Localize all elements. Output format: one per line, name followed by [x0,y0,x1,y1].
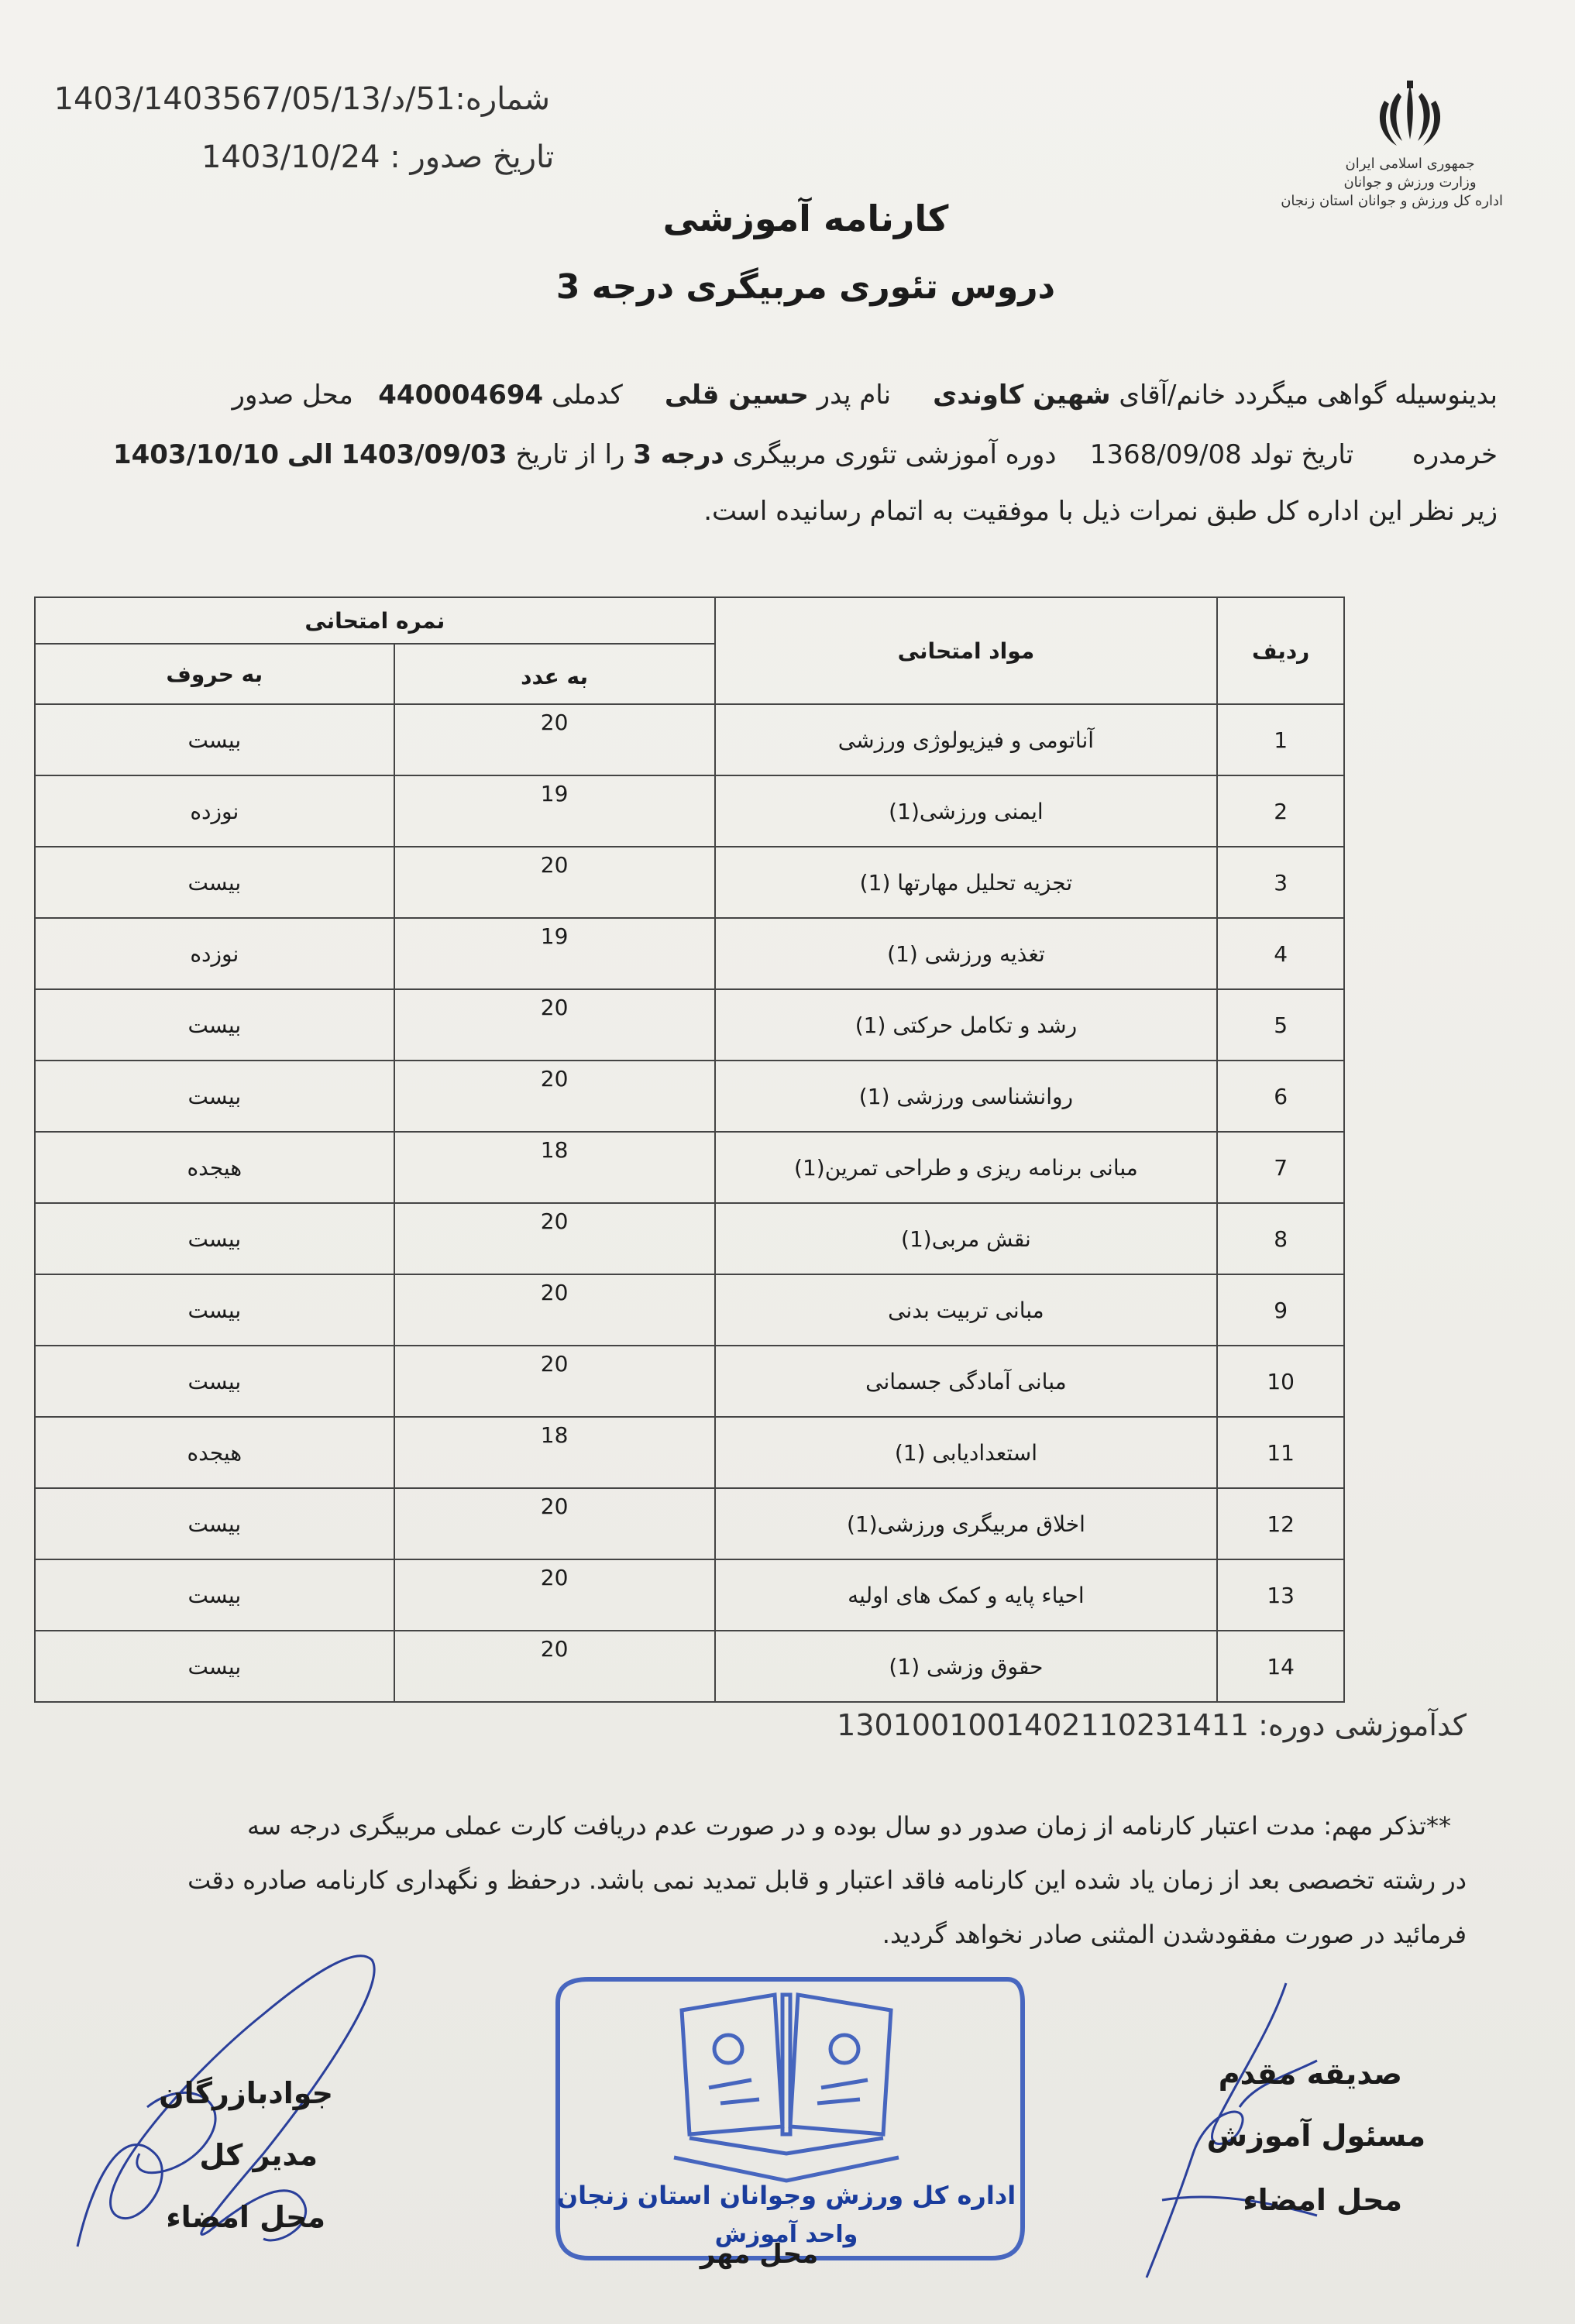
subject: استعدادیابی (1) [715,1417,1218,1488]
table-row [35,775,1344,847]
course-text: دوره آموزشی تئوری مربیگری [732,439,1057,470]
row-number: 5 [1217,989,1344,1061]
table-row [35,1203,1344,1274]
header-words: به حروف [35,644,394,704]
row-number: 9 [1217,1274,1344,1346]
body-line-1 [41,380,1498,411]
father-name: حسین قلی [664,380,809,411]
score-words: بیست [35,1203,394,1274]
table-row [35,1132,1344,1203]
important-note-line-1: **تذکر مهم: مدت اعتبار کارنامه از زمان صدور دو سال بوده و در صورت عدم دریافت کارت عملی مربیگری درجه سه [247,1811,1451,1841]
subject: رشد و تکامل حرکتی (1) [715,989,1218,1061]
table-row [35,1061,1344,1132]
score-number: 19 [394,918,715,989]
course-code [537,1708,1467,1742]
score-words: هیجده [35,1417,394,1488]
document-number: شماره:51/د/1403/1403567/05/13 [53,81,550,117]
left-signature-place: محل امضاء [166,2200,325,2234]
from-label: را از تاریخ [515,439,625,470]
page-subtitle: دروس تئوری مربیگری درجه 3 [555,267,1056,307]
score-words: نوزده [35,918,394,989]
course-grade: درجه 3 [633,439,724,470]
table-row [35,1346,1344,1417]
emblem-icon [1367,77,1453,155]
to-date: 1403/10/10 [112,439,280,470]
table-row [35,1417,1344,1488]
score-number: 20 [394,704,715,775]
issue-date: تاریخ صدور : 1403/10/24 [201,139,555,175]
row-number: 4 [1217,918,1344,989]
course-code-value: 1301001001402110231411 [837,1708,1250,1742]
subject: نقش مربی(1) [715,1203,1218,1274]
grades-body [35,704,1344,1702]
stamp-org-name: اداره کل ورزش وجوانان استان زنجان [556,2181,1016,2210]
table-row [35,704,1344,775]
row-number: 7 [1217,1132,1344,1203]
stamp-place: محل مهر [700,2239,819,2270]
left-signer-name: جوادبازرگان [159,2076,333,2110]
subject: حقوق وزشی (1) [715,1631,1218,1702]
header-numeric: به عدد [394,644,715,704]
subject: تجزیه تحلیل مهارتها (1) [715,847,1218,918]
birth-label: تاریخ تولد [1250,439,1354,470]
row-number: 13 [1217,1559,1344,1631]
row-number: 1 [1217,704,1344,775]
left-signer-title: مدیر کل [199,2138,318,2172]
score-words: بیست [35,1631,394,1702]
subject: مبانی برنامه ریزی و طراحی تمرین(1) [715,1132,1218,1203]
row-number: 12 [1217,1488,1344,1559]
right-signature-place: محل امضاء [1243,2183,1402,2217]
score-number: 18 [394,1417,715,1488]
subject: آناتومی و فیزیولوژی ورزشی [715,704,1218,775]
row-number: 2 [1217,775,1344,847]
subject: ایمنی ورزشی(1) [715,775,1218,847]
score-words: بیست [35,704,394,775]
table-row [35,1274,1344,1346]
grades-table [34,596,1345,1703]
score-number: 20 [394,1631,715,1702]
row-number: 6 [1217,1061,1344,1132]
row-number: 10 [1217,1346,1344,1417]
page-title: کارنامه آموزشی [662,198,949,239]
row-number: 8 [1217,1203,1344,1274]
score-number: 20 [394,1559,715,1631]
score-words: بیست [35,847,394,918]
row-number: 3 [1217,847,1344,918]
to-label: الی [287,439,333,470]
national-id-label: کدملی [552,380,623,411]
subject: اخلاق مربیگری ورزشی(1) [715,1488,1218,1559]
score-words: هیجده [35,1132,394,1203]
header-row-number: ردیف [1217,597,1344,704]
important-note-line-3: فرمائید در صورت مفقودشدن المثنی صادر نخواهد گردید. [882,1920,1467,1949]
table-row [35,1559,1344,1631]
score-number: 20 [394,1488,715,1559]
official-stamp [542,1972,1030,2274]
score-number: 20 [394,1061,715,1132]
header-score: نمره امتحانی [35,597,715,644]
table-row [35,918,1344,989]
subject: مبانی تربیت بدنی [715,1274,1218,1346]
score-number: 20 [394,847,715,918]
important-note-line-2: در رشته تخصصی بعد از زمان یاد شده این کارنامه فاقد اعتبار و قابل تمدید نمی باشد. درحفظ و نگهداری کارنامه صادره دقت [187,1865,1467,1895]
issue-place-label: محل صدور [232,380,353,411]
emblem-line-1: جمهوری اسلامی ایران [1345,156,1475,172]
national-id: 440004694 [378,380,544,411]
score-words: بیست [35,1346,394,1417]
birth-date: 1368/09/08 [1089,439,1242,470]
table-row [35,1631,1344,1702]
emblem-line-2: وزارت ورزش و جوانان [1343,174,1477,191]
score-words: بیست [35,1488,394,1559]
issue-place: خرمدره [1412,439,1498,470]
father-label: نام پدر [817,380,892,411]
from-date: 1403/09/03 [341,439,507,470]
score-number: 20 [394,1203,715,1274]
score-words: بیست [35,1559,394,1631]
table-row [35,1488,1344,1559]
score-number: 20 [394,989,715,1061]
body-text: بدینوسیله گواهی میگردد خانم/آقای [1119,380,1498,411]
score-number: 20 [394,1274,715,1346]
table-row [35,847,1344,918]
score-words: بیست [35,1061,394,1132]
score-number: 18 [394,1132,715,1203]
table-row [35,989,1344,1061]
stamp-unit: واحد آموزش [714,2221,858,2248]
row-number: 14 [1217,1631,1344,1702]
header-subject: مواد امتحانی [715,597,1218,704]
body-line-3: زیر نظر این اداره کل طبق نمرات ذیل با موفقیت به اتمام رسانیده است. [703,496,1498,527]
course-code-label: کدآموزشی دوره: [1258,1708,1467,1742]
right-signer-name: صدیقه مقدم [1218,2057,1402,2091]
subject: مبانی آمادگی جسمانی [715,1346,1218,1417]
row-number: 11 [1217,1417,1344,1488]
score-number: 20 [394,1346,715,1417]
right-signer-title: مسئول آموزش [1206,2119,1425,2153]
score-words: بیست [35,989,394,1061]
student-name: شهین کاوندی [933,380,1111,411]
subject: تغذیه ورزشی (1) [715,918,1218,989]
subject: روانشناسی ورزشی (1) [715,1061,1218,1132]
score-number: 19 [394,775,715,847]
score-words: نوزده [35,775,394,847]
emblem-line-3: اداره کل ورزش و جوانان استان زنجان [1281,193,1503,209]
score-words: بیست [35,1274,394,1346]
iran-emblem [1281,77,1503,211]
subject: احیاء پایه و کمک های اولیه [715,1559,1218,1631]
body-line-2 [41,439,1498,470]
